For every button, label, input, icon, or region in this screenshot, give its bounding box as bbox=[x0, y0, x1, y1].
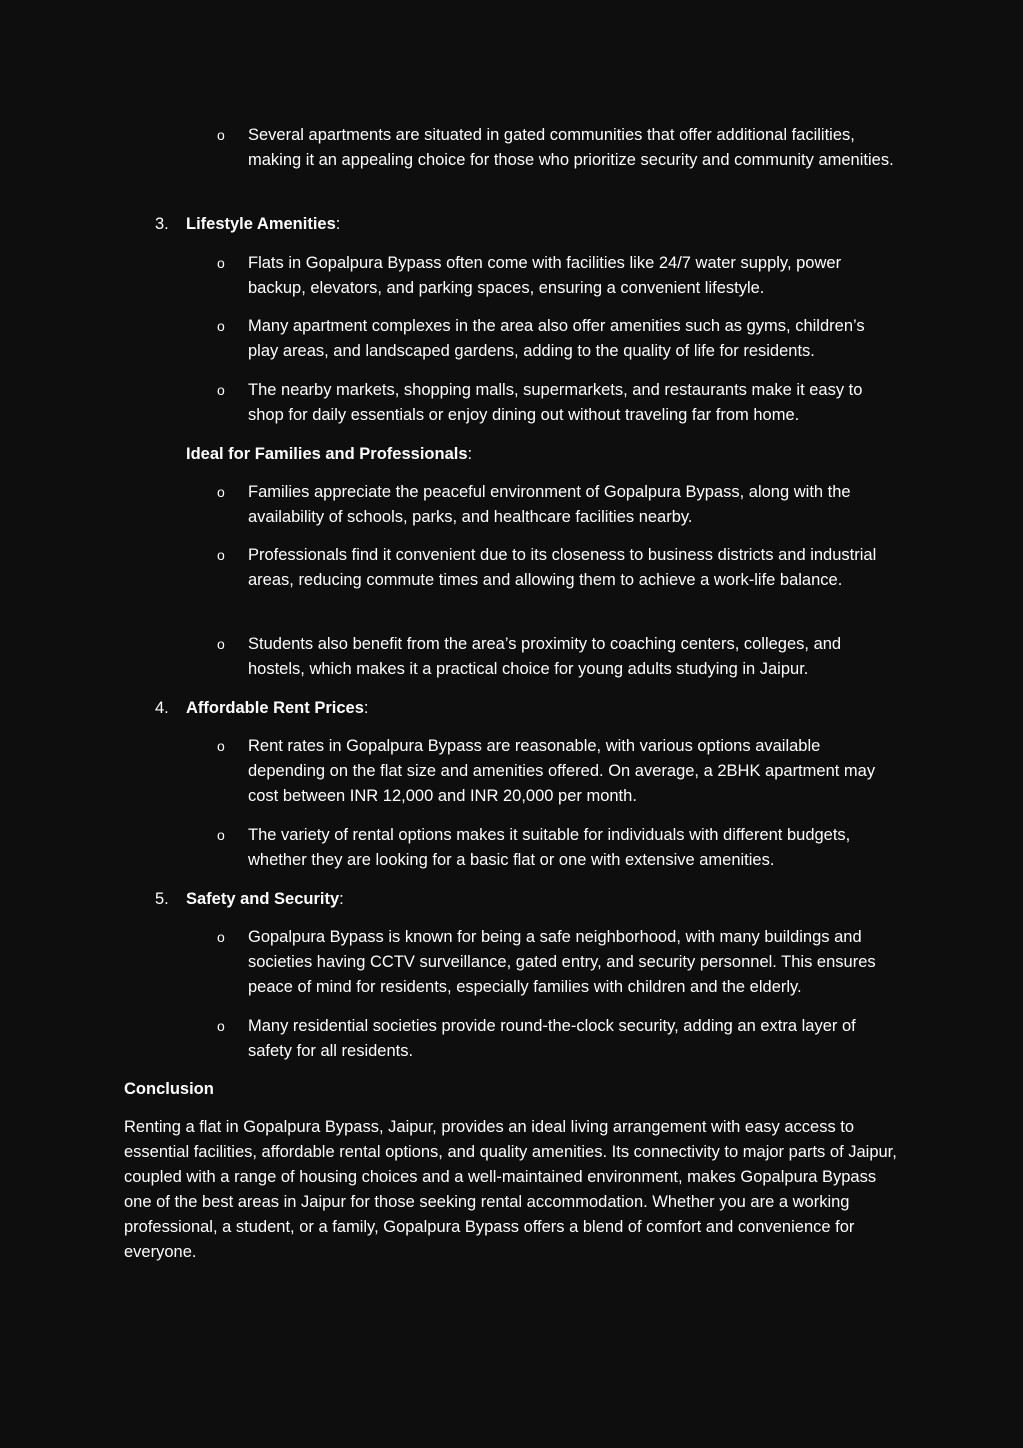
bullet-icon: o bbox=[217, 255, 225, 271]
conclusion-paragraph: Renting a flat in Gopalpura Bypass, Jaipur, provides an ideal living arrangement with easy access to essential facilities, affordable rental options, and quality amenities. Its connectivity to major parts of Jaipur, coupled with a range of housing choices and a well-maintained environment, makes Gopalpura Bypass one of the best areas in Jaipur for those seeking rental accommodation. Whether you are a working professional, a student, or a family, Gopalpura Bypass offers a blend of comfort and convenience for everyone. bbox=[124, 1118, 897, 1261]
heading-number: 3. bbox=[155, 215, 169, 233]
section-heading-safety bbox=[155, 887, 886, 912]
list-item-text: Professionals find it convenient due to its closeness to business districts and industrial areas, reducing commute times and allowing them to achieve a work-life balance. bbox=[248, 546, 877, 589]
list-item bbox=[217, 251, 898, 301]
heading-colon: : bbox=[363, 699, 369, 717]
bullet-icon: o bbox=[217, 547, 225, 563]
list-item bbox=[217, 314, 898, 364]
bullet-icon: o bbox=[217, 382, 225, 398]
list-item-text: Rent rates in Gopalpura Bypass are reasonable, with various options available depending on the flat size and amenities offered. On average, a 2BHK apartment may cost between INR 12,000 and INR 20,000 per month. bbox=[248, 737, 876, 805]
list-item bbox=[217, 925, 898, 1000]
list-item bbox=[217, 378, 898, 428]
heading-colon: : bbox=[467, 445, 473, 463]
list-item-text: Gopalpura Bypass is known for being a safe neighborhood, with many buildings and societies having CCTV surveillance, gated entry, and security personnel. This ensures peace of mind for residents, especially families with children and the elderly. bbox=[248, 928, 876, 996]
list-item bbox=[217, 480, 898, 530]
bullet-icon: o bbox=[217, 827, 225, 843]
list-item bbox=[217, 1014, 898, 1064]
heading-title: Ideal for Families and Professionals bbox=[186, 445, 468, 463]
bullet-icon: o bbox=[217, 929, 225, 945]
bullet-icon: o bbox=[217, 127, 225, 143]
bullet-icon: o bbox=[217, 318, 225, 334]
bullet-icon: o bbox=[217, 1018, 225, 1034]
heading-title: Safety and Security bbox=[186, 890, 340, 908]
heading-title: Affordable Rent Prices bbox=[186, 699, 364, 717]
list-item-text: Flats in Gopalpura Bypass often come with facilities like 24/7 water supply, power backup, elevators, and parking spaces, ensuring a convenient lifestyle. bbox=[248, 254, 842, 297]
conclusion-title: Conclusion bbox=[124, 1080, 214, 1098]
list-item-text: Many residential societies provide round-the-clock security, adding an extra layer of safety for all residents. bbox=[248, 1017, 856, 1060]
heading-number: 4. bbox=[155, 699, 169, 717]
section-heading-lifestyle bbox=[155, 212, 886, 237]
bullet-icon: o bbox=[217, 636, 225, 652]
heading-colon: : bbox=[335, 215, 341, 233]
list-item-text: The variety of rental options makes it suitable for individuals with different budgets, whether they are looking for a basic flat or one with extensive amenities. bbox=[248, 826, 851, 869]
list-item bbox=[217, 734, 898, 809]
list-item bbox=[217, 823, 898, 873]
list-item-text: Several apartments are situated in gated communities that offer additional facilities, making it an appealing choice for those who prioritize security and community amenities. bbox=[248, 126, 894, 169]
list-item-text: The nearby markets, shopping malls, supermarkets, and restaurants make it easy to shop for daily essentials or enjoy dining out without traveling far from home. bbox=[248, 381, 863, 424]
list-item bbox=[217, 632, 898, 682]
section-heading-ideal bbox=[186, 442, 886, 467]
list-item bbox=[217, 543, 898, 593]
bullet-icon: o bbox=[217, 738, 225, 754]
section-heading-rent bbox=[155, 696, 886, 721]
heading-title: Lifestyle Amenities bbox=[186, 215, 336, 233]
list-item-text: Students also benefit from the area’s proximity to coaching centers, colleges, and hostels, which makes it a practical choice for young adults studying in Jaipur. bbox=[248, 635, 842, 678]
bullet-icon: o bbox=[217, 484, 225, 500]
list-item-text: Many apartment complexes in the area also offer amenities such as gyms, children’s play areas, and landscaped gardens, adding to the quality of life for residents. bbox=[248, 317, 865, 360]
heading-colon: : bbox=[339, 890, 344, 908]
heading-number: 5. bbox=[155, 890, 169, 908]
list-item-text: Families appreciate the peaceful environment of Gopalpura Bypass, along with the availability of schools, parks, and healthcare facilities nearby. bbox=[248, 483, 851, 526]
list-item bbox=[217, 123, 898, 173]
